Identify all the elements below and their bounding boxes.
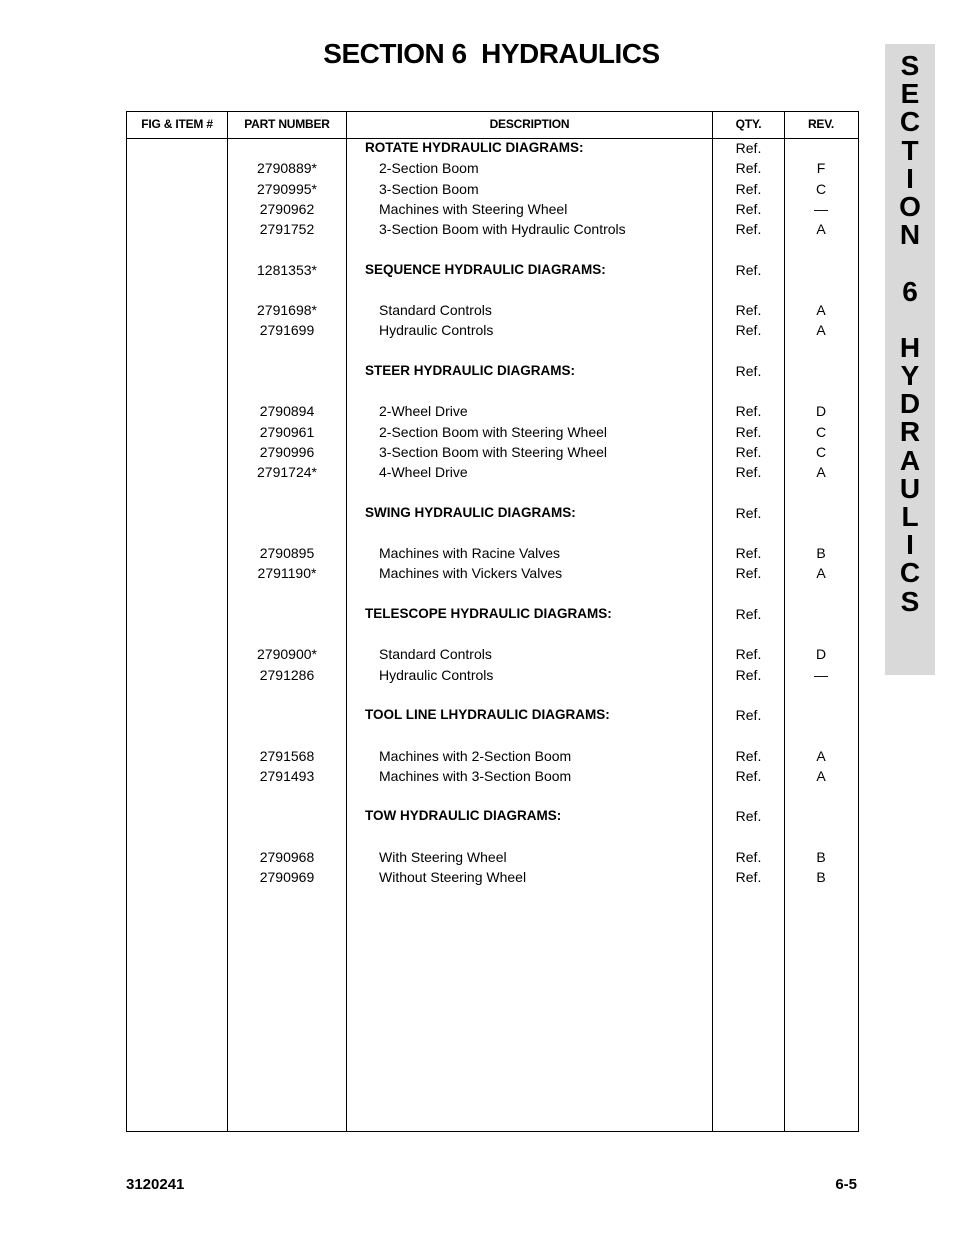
qty-cell: Ref.: [735, 464, 762, 480]
qty-cell: Ref.: [735, 200, 762, 217]
page-title: SECTION 6 HYDRAULICS: [323, 38, 660, 69]
table-row: [127, 807, 858, 827]
table-row: [127, 443, 858, 463]
qty-cell: Ref.: [735, 261, 762, 278]
table-row: [127, 686, 858, 706]
table-row: [127, 645, 858, 665]
table-row: [127, 767, 858, 787]
part-number-cell: 2790969: [259, 869, 315, 885]
qty-cell: Ref.: [735, 707, 762, 723]
part-number-cell: 2791724*: [257, 464, 317, 480]
rev-cell: —: [814, 200, 828, 217]
table-row: [127, 180, 858, 200]
part-number-cell: 1281353*: [257, 261, 317, 278]
table-row: [127, 828, 858, 848]
rev-cell: A: [816, 747, 826, 764]
table-row: [127, 666, 858, 686]
part-number-cell: 2790962: [259, 200, 315, 217]
table-row: [127, 139, 858, 159]
rev-cell: C: [815, 443, 827, 460]
qty-cell: Ref.: [735, 605, 762, 622]
part-number-cell: 2791698*: [257, 302, 317, 318]
document-number: 3120241: [126, 1176, 185, 1193]
table-row: [127, 483, 858, 503]
part-number-cell: 2791286: [259, 666, 315, 683]
rev-cell: B: [816, 869, 826, 885]
side-tab-letter: R: [899, 416, 921, 448]
qty-cell: Ref.: [735, 767, 762, 784]
rev-cell: A: [816, 322, 826, 339]
table-row: [127, 159, 858, 179]
qty-cell: Ref.: [735, 403, 762, 420]
qty-cell: Ref.: [735, 140, 762, 156]
qty-cell: Ref.: [735, 869, 762, 885]
table-row: [127, 402, 858, 422]
table-row: [127, 321, 858, 341]
page-number: 6-5: [835, 1176, 857, 1193]
table-row: [127, 726, 858, 746]
table-row: [127, 524, 858, 544]
rev-cell: C: [815, 180, 827, 197]
table-row: [127, 605, 858, 625]
table-row: [127, 220, 858, 240]
description-cell: With Steering Wheel: [379, 848, 507, 865]
description-cell: Without Steering Wheel: [379, 869, 527, 885]
rev-cell: C: [815, 423, 827, 440]
rev-cell: A: [816, 565, 826, 582]
side-tab-letter: C: [899, 557, 921, 589]
description-cell: SWING HYDRAULIC DIAGRAMS:: [365, 504, 576, 520]
table-row: [127, 868, 858, 888]
description-cell: Standard Controls: [379, 646, 492, 663]
header-description: DESCRIPTION: [489, 117, 570, 131]
part-number-cell: 2791493: [259, 767, 315, 784]
side-tab-letter: H: [899, 331, 921, 363]
qty-cell: Ref.: [735, 808, 762, 825]
rev-cell: A: [816, 302, 826, 318]
table-row: [127, 585, 858, 605]
side-tab-letter: N: [899, 219, 921, 251]
part-number-cell: 2791699: [259, 322, 315, 339]
qty-cell: Ref.: [735, 443, 762, 460]
description-cell: Hydraulic Controls: [379, 322, 494, 339]
part-number-cell: 2791752: [259, 221, 315, 237]
qty-cell: Ref.: [735, 565, 762, 582]
description-cell: ROTATE HYDRAULIC DIAGRAMS:: [365, 140, 584, 155]
section-side-tab: [885, 44, 935, 675]
side-tab-letter: 6: [902, 275, 918, 307]
table-row: [127, 281, 858, 301]
table-row: [127, 544, 858, 564]
side-tab-letter: [885, 249, 935, 277]
table-row: [127, 504, 858, 524]
table-row: [127, 362, 858, 382]
description-cell: 2-Section Boom: [379, 160, 479, 177]
part-number-cell: 2790895: [259, 545, 315, 561]
description-cell: SEQUENCE HYDRAULIC DIAGRAMS:: [365, 261, 606, 277]
rev-cell: D: [815, 646, 827, 663]
side-tab-letter: E: [900, 78, 920, 110]
header-qty: QTY.: [735, 117, 762, 131]
qty-cell: Ref.: [735, 848, 762, 865]
description-cell: Machines with Racine Valves: [379, 545, 561, 561]
side-tab-letter: D: [899, 388, 921, 420]
qty-cell: Ref.: [735, 160, 762, 177]
description-cell: 2-Wheel Drive: [379, 403, 468, 420]
table-row: [127, 625, 858, 645]
table-row: [127, 301, 858, 321]
description-cell: 3-Section Boom: [379, 180, 479, 197]
rev-cell: A: [816, 221, 826, 237]
qty-cell: Ref.: [735, 666, 762, 683]
description-cell: Machines with 2-Section Boom: [379, 747, 572, 764]
part-number-cell: 2790900*: [257, 646, 317, 663]
qty-cell: Ref.: [735, 504, 762, 521]
side-tab-letter: Y: [900, 360, 920, 392]
description-cell: TOW HYDRAULIC DIAGRAMS:: [365, 808, 562, 824]
qty-cell: Ref.: [735, 322, 762, 339]
description-cell: 2-Section Boom with Steering Wheel: [379, 423, 607, 440]
side-tab-letter: O: [899, 190, 921, 222]
header-part-number: PART NUMBER: [244, 117, 330, 131]
parts-table: [126, 111, 859, 1132]
description-cell: Standard Controls: [379, 302, 492, 318]
header-rev: REV.: [807, 117, 835, 131]
table-row: [127, 261, 858, 281]
description-cell: STEER HYDRAULIC DIAGRAMS:: [365, 362, 576, 378]
part-number-cell: 2790968: [259, 848, 315, 865]
side-tab-letter: C: [899, 106, 921, 138]
description-cell: TELESCOPE HYDRAULIC DIAGRAMS:: [365, 605, 612, 621]
description-cell: TOOL LINE LHYDRAULIC DIAGRAMS:: [365, 707, 610, 722]
table-row: [127, 564, 858, 584]
side-tab-letter: I: [906, 529, 914, 561]
qty-cell: Ref.: [735, 646, 762, 663]
qty-cell: Ref.: [735, 747, 762, 764]
qty-cell: Ref.: [735, 221, 762, 237]
table-body: [127, 139, 858, 888]
table-row: [127, 747, 858, 767]
rev-cell: D: [815, 403, 827, 420]
table-row: [127, 787, 858, 807]
table-row: [127, 240, 858, 260]
part-number-cell: 2791190*: [257, 565, 317, 582]
rev-cell: A: [816, 767, 826, 784]
table-row: [127, 382, 858, 402]
description-cell: Machines with 3-Section Boom: [379, 767, 572, 784]
table-row: [127, 463, 858, 483]
header-fig-item: FIG & ITEM #: [141, 117, 213, 131]
side-tab-letters: [885, 52, 935, 616]
rev-cell: B: [816, 545, 826, 561]
rev-cell: B: [816, 848, 826, 865]
side-tab-letter: A: [899, 444, 921, 476]
side-tab-letter: I: [906, 162, 914, 194]
table-row: [127, 200, 858, 220]
rev-cell: —: [814, 666, 828, 683]
side-tab-letter: S: [900, 50, 920, 81]
side-tab-letter: L: [901, 501, 919, 532]
description-cell: Machines with Vickers Valves: [379, 565, 563, 582]
side-tab-letter: T: [901, 134, 919, 166]
rev-cell: A: [816, 464, 826, 480]
qty-cell: Ref.: [735, 180, 762, 197]
table-row: [127, 342, 858, 362]
description-cell: 4-Wheel Drive: [379, 464, 468, 480]
description-cell: Hydraulic Controls: [379, 666, 494, 683]
part-number-cell: 2791568: [259, 747, 315, 764]
rev-cell: F: [816, 160, 826, 177]
qty-cell: Ref.: [735, 545, 762, 561]
table-row: [127, 423, 858, 443]
side-tab-letter: [885, 306, 935, 334]
part-number-cell: 2790961: [259, 423, 315, 440]
description-cell: 3-Section Boom with Hydraulic Controls: [379, 221, 626, 237]
description-cell: Machines with Steering Wheel: [379, 200, 568, 217]
part-number-cell: 2790894: [259, 403, 315, 420]
side-tab-letter: S: [900, 585, 920, 617]
part-number-cell: 2790889*: [257, 160, 317, 177]
qty-cell: Ref.: [735, 362, 762, 379]
part-number-cell: 2790995*: [257, 180, 317, 197]
description-cell: 3-Section Boom with Steering Wheel: [379, 443, 607, 460]
qty-cell: Ref.: [735, 302, 762, 318]
qty-cell: Ref.: [735, 423, 762, 440]
table-row: [127, 706, 858, 726]
side-tab-letter: U: [899, 472, 921, 504]
table-row: [127, 848, 858, 868]
part-number-cell: 2790996: [259, 443, 315, 460]
